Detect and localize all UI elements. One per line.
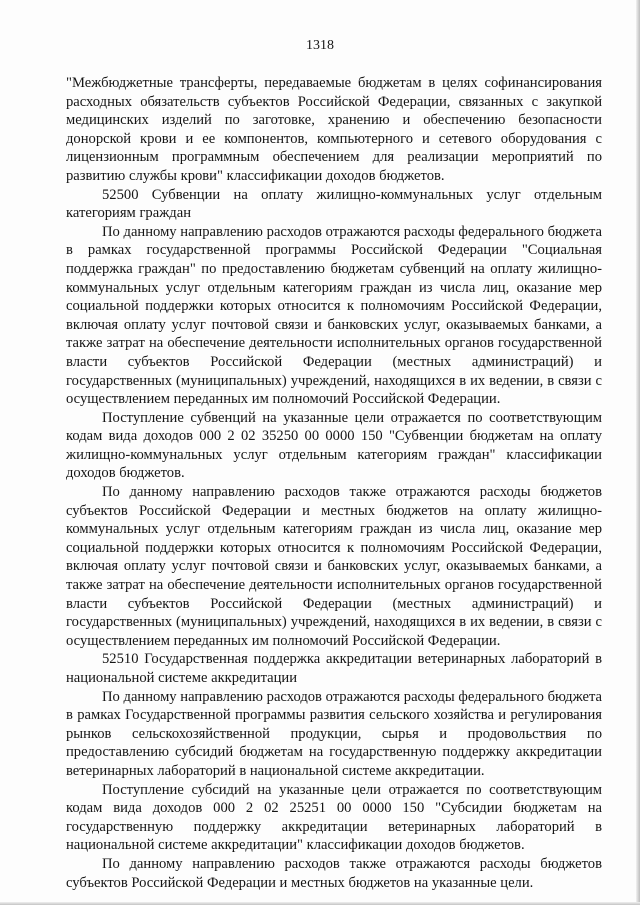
section-heading-52510: 52510 Государственная поддержка аккредитации ветеринарных лабораторий в национальной системе аккредитации [66,651,602,686]
paragraph: Поступление субвенций на указанные цели отражается по соответствующим кодам вида доходов 000 2 02 35250 00 0000 150 "Субвенции бюджетам на оплату жилищно-коммунальных услуг отдельным категориям граждан" классификации доходов бюджетов. [66,409,602,482]
paragraph-continuation: "Межбюджетные трансферты, передаваемые бюджетам в целях софинансирования расходных обязательств субъектов Российской Федерации, связанных с закупкой медицинских изделий по заготовке, хранению и обеспечению безопасности донорской крови и ее компонентов, компьютерного и сетевого оборудования с лицензионным программным обеспечением для реализации мероприятий по развитию службы крови" классификации доходов бюджетов. [66,75,602,184]
page-number: 1318 [306,38,334,53]
document-body [66,74,602,892]
paragraph: По данному направлению расходов также отражаются расходы бюджетов субъектов Российской Федерации и местных бюджетов на указанные цели. [66,855,602,891]
paragraph: По данному направлению расходов отражаются расходы федерального бюджета в рамках государственной программы Российской Федерации "Социальная поддержка граждан" по предоставлению бюджетам субвенций на оплату жилищно-коммунальных услуг отдельным категориям граждан из числа лиц, оказание мер социальной поддержки которых относится к полномочиям Российской Федерации, включая оплату услуг почтовой связи и банковских услуг, оказываемых банками, а также затрат на обеспечение деятельности исполнительных органов государственной власти субъектов Российской Федерации (местных администраций) и государственных (муниципальных) учреждений, находящихся в их ведении, в связи с осуществлением переданных им полномочий Российской Федерации. [66,223,602,408]
section-heading-52500: 52500 Субвенции на оплату жилищно-коммунальных услуг отдельным категориям граждан [66,186,602,222]
paragraph: Поступление субсидий на указанные цели отражается по соответствующим кодам вида доходов 000 2 02 25251 00 0000 150 "Субсидии бюджетам на государственную поддержку аккредитации ветеринарных лабораторий в национальной системе аккредитации" классификации доходов бюджетов. [66,781,602,854]
paragraph: По данному направлению расходов отражаются расходы федерального бюджета в рамках Государственной программы развития сельского хозяйства и регулирования рынков сельскохозяйственной продукции, сырья и продовольствия по предоставлению субсидий бюджетам на государственную поддержку аккредитации ветеринарных лабораторий в национальной системе аккредитации. [66,688,602,779]
paragraph: По данному направлению расходов также отражаются расходы бюджетов субъектов Российской Федерации и местных бюджетов на оплату жилищно-коммунальных услуг отдельным категориям граждан из числа лиц, оказание мер социальной поддержки которых относится к полномочиям Российской Федерации, включая оплату услуг почтовой связи и банковских услуг, оказываемых банками, а также затрат на обеспечение деятельности исполнительных органов государственной власти субъектов Российской Федерации (местных администраций) и государственных (муниципальных) учреждений, находящихся в их ведении, в связи с осуществлением переданных им полномочий Российской Федерации. [66,484,602,649]
scan-edge-right [636,0,640,905]
